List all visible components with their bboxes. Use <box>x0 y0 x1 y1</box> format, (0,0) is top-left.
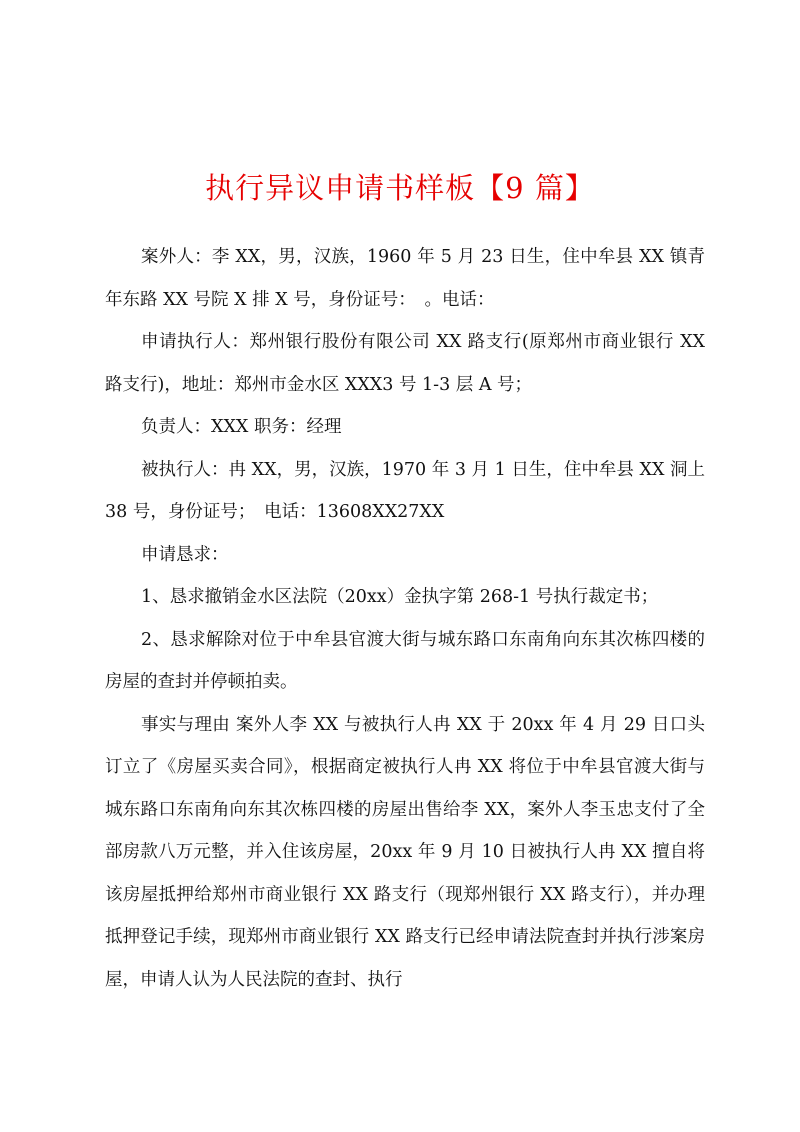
document-body <box>105 236 705 1001</box>
document-title: 执行异议申请书样板【9 篇】 <box>205 171 595 205</box>
paragraph-applicant: 申请执行人：郑州银行股份有限公司 XX 路支行(原郑州市商业银行 XX 路支行)，地址：郑州市金水区 XXX3 号 1-3 层 A 号； <box>105 332 705 395</box>
paragraph-facts-and-reasons: 事实与理由 案外人李 XX 与被执行人冉 XX 于 20xx 年 4 月 29 日口头订立了《房屋买卖合同》，根据商定被执行人冉 XX 将位于中牟县官渡大街与城东路口东南角向东其次栋四楼的房屋出售给李 XX，案外人李玉忠支付了全部房款八万元整，并入住该房屋，20xx 年 9 月 10 日被执行人冉 XX 擅自将该房屋抵押给郑州市商业银行 XX 路支行（现郑州银行 XX 路支行），并办理抵押登记手续，现郑州市商业银行 XX 路支行已经申请法院查封并执行涉案房屋，申请人认为人民法院的查封、执行 <box>105 714 705 990</box>
paragraph-request-1: 1、恳求撤销金水区法院（20xx）金执字第 268-1 号执行裁定书； <box>141 587 659 607</box>
paragraph-case-outsider: 案外人：李 XX，男，汉族，1960 年 5 月 23 日生，住中牟县 XX 镇青年东路 XX 号院 X 排 X 号，身份证号： 。电话： <box>105 247 705 310</box>
paragraph-requests-heading: 申请恳求： <box>141 544 229 565</box>
paragraph-responsible-person: 负责人：XXX 职务：经理 <box>141 417 342 437</box>
paragraph-respondent: 被执行人：冉 XX，男，汉族，1970 年 3 月 1 日生，住中牟县 XX 洞上 38 号，身份证号； 电话：13608XX27XX <box>105 459 705 522</box>
paragraph-request-2: 2、恳求解除对位于中牟县官渡大街与城东路口东南角向东其次栋四楼的房屋的查封并停顿拍卖。 <box>105 629 705 692</box>
